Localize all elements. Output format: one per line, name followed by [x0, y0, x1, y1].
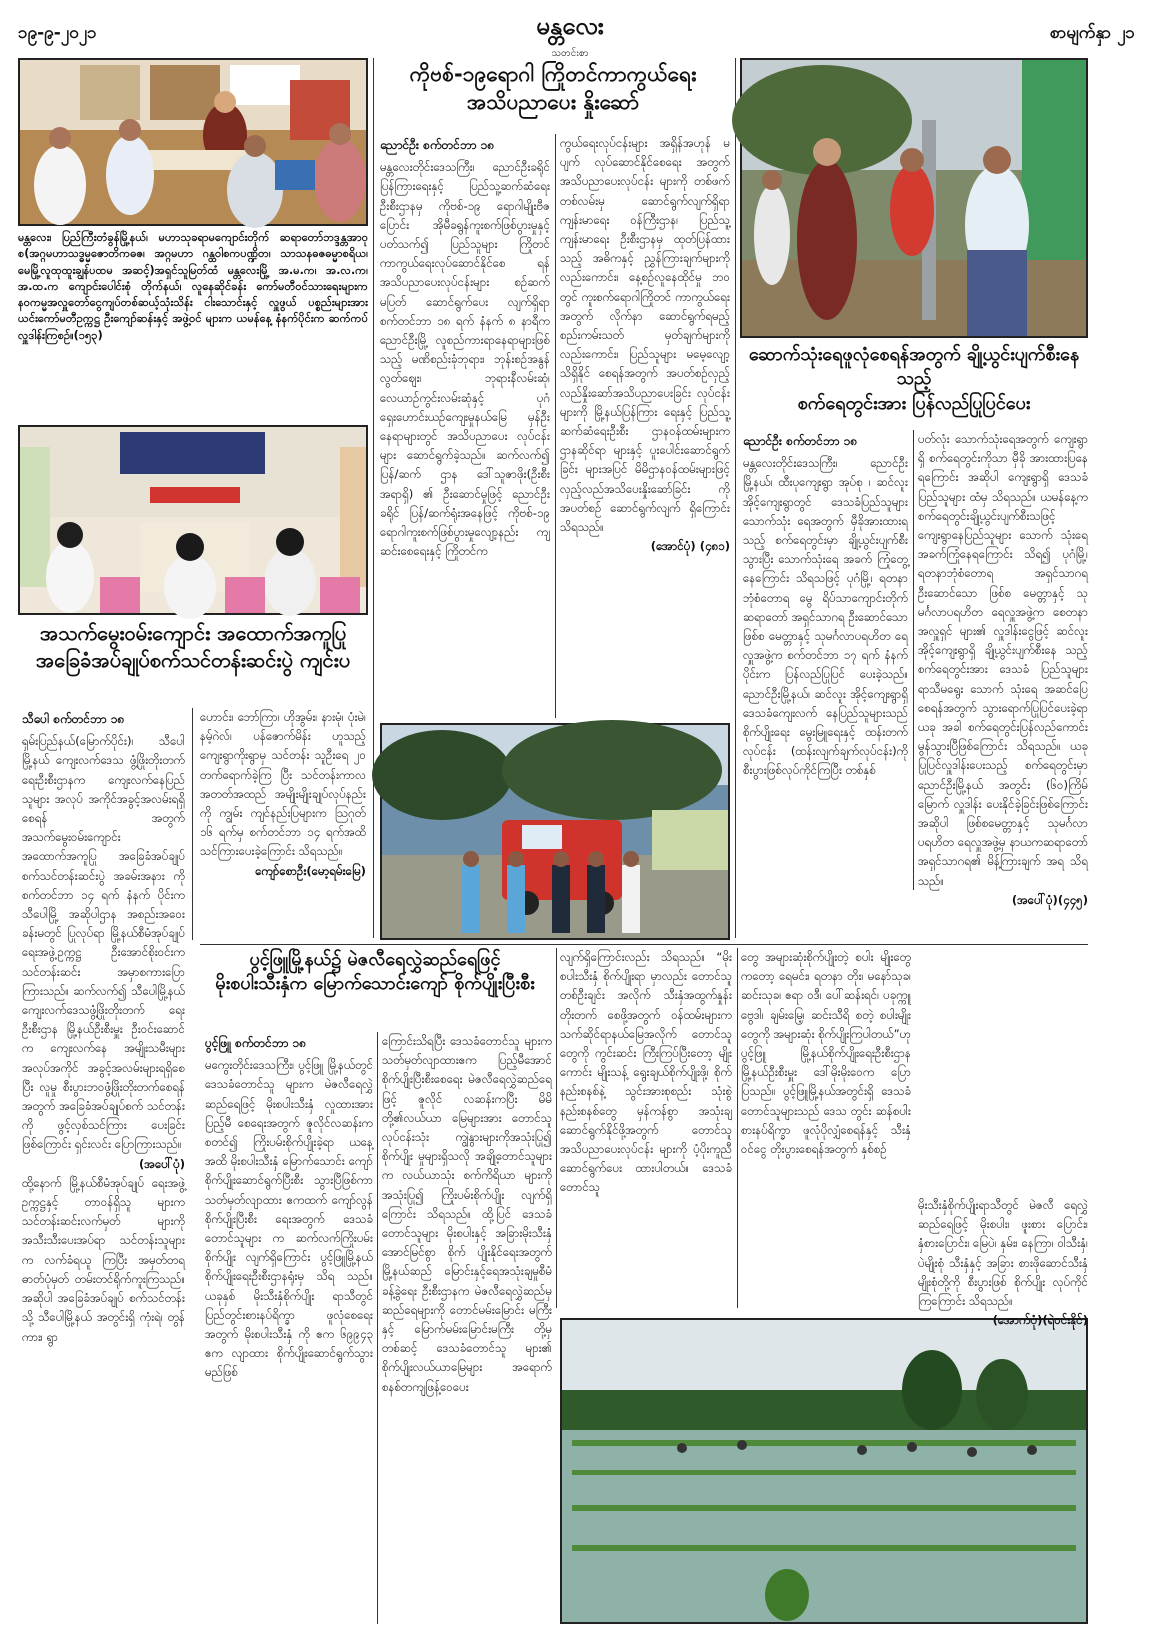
- section-divider: [200, 944, 1088, 945]
- article4-headline-line1: ပွင့်ဖြူမြို့နယ်၌ မဲဇလီရေလွှဲဆည်ရေဖြင့်: [249, 949, 501, 970]
- logo-subtitle: သတင်းစာ: [551, 48, 589, 59]
- newspaper-logo: [470, 10, 670, 58]
- photo-well-repair: [740, 58, 1088, 338]
- article3-byline: သီပေါ စက်တင်ဘာ ၁၈: [22, 712, 125, 726]
- article2-col2: [918, 430, 1088, 1310]
- article1-signature: (အောင်ပုံ) (၄၈၁): [650, 539, 730, 554]
- article4-col1-text: မကွေးတိုင်းဒေသကြီး၊ ပွင့်ဖြူ မြို့နယ်တွင် ဒေသခံတောင်သူ များက မဲဇလီရေလွှဲဆည်ရေဖြင့် မိုးစပါးသီးနှံ လှုထားအား ပြည့်မီ စေရေးအတွက် ဇူလိုင်လဆန်းက စတင်၍ ကြိုးပမ်းစိုက်ပျိုးခဲ့ရာ ယနေ့ အထိ မိုးစပါးသီးနှံ မြောက်သောင်း ကျော် စိုက်ပျိုးဆောင်ရွက်ပြီးစီး သွားပြီဖြစ်ကာ သတ်မှတ်လျာထား ဧကထက် ကျော်လွန်စိုက်ပျိုးပြီးစီး ရေးအတွက် ဒေသခံတောင်သူများ က ဆက်လက်ကြိုးပမ်းစိုက်ပျိုး လျက်ရှိကြောင်း ပွင့်ဖြူမြို့နယ် စိုက်ပျိုးရေးဦးစီးဌာနရုံးမှ သိရ သည်။ ယခုနှစ် မိုးသီးနှံစိုက်ပျိုး ရာသီတွင် ပြည်တွင်းစားနပ်ရိက္ခာ ဖူလုံစေရေးအတွက် မိုးစပါးသီးနှံ ကို ဧက ၆၉၉၄၃ ဧက လျာထား စိုက်ပျိုးဆောင်ရွက်သွားမည်ဖြစ်: [205, 1058, 373, 1380]
- article4-headline-line2: မိုးစပါးသီးနှံက မြောက်သောင်းကျော် စိုက်ပျိုးပြီးစီး: [215, 973, 535, 995]
- article4-col1: [205, 1032, 373, 1624]
- article2-headline-line1: ဆောက်သုံးရေဖူလုံစေရန်အတွက် ချို့ယွင်းပျက်စီးနေသည့်: [748, 344, 1080, 390]
- column-divider: [556, 948, 557, 1308]
- article3-headline-line1: အသက်မွေးဝမ်းကျောင်း အထောက်အကူပြု: [39, 621, 347, 645]
- article2-col1-text: မန္တလေးတိုင်းဒေသကြီး၊ ညောင်ဦးမြို့နယ်၊ ထီးပုကျေးရွာ အုပ်စု ၊ ဆင်လူးအိုင့်ကျေးရွာတွင် ဒေသခံပြည်သူများ သောက်သုံး ရေအတွက် မှီခိုအားထားရသည့် စက်ရေတွင်းမှာ ချို့ယွင်းပျက်စီး သွားပြီး သောက်သုံးရေ အခက် ကြုံတွေ့နေကြောင်း သိရသဖြင့် ပုဂံမြို့၊ ရတနာဘုံစံတောရ မွေ ရိပ်သာကျောင်းတိုက်ဆရာတော် အရှင်သာဂရ ဦးဆောင်သော ဖြစ်စ မေတ္တာနှင့် သုမင်္ဂလာပရဟိတ ရေလှူအဖွဲ့က စက်တင်ဘာ ၁၇ ရက် နံနက်ပိုင်းက ပြန်လည်ပြုပြင် ပေးခဲ့သည်။ ညောင်ဦးမြို့နယ်၊ ဆင်လူး အိုင့်ကျေးရွာရှိ ဒေသခံကျေးလက် နေပြည်သူများသည် စိုက်ပျိုးရေး မွေးမြူရေးနှင့် ထန်းတက်လုပ်ငန်း (ထန်းလျက်ချက်လုပ်ငန်း)ကို စီးပွားဖြစ်လုပ်ကိုင်ကြပြီး တစ်နှစ်: [743, 456, 908, 778]
- article1-col1: [380, 134, 550, 718]
- article3-col2-text: ဟောင်း၊ ဘော်ကြာ၊ ဟိုအွမ်း၊ နားမုံ၊ ပုံးမဲ၊ နမ့်ဂဲလ်၊ ပန်ဇောက်မိန်း ဟူသည့် ကျေးရွာကိုးရွာမှ သင်တန်း သူဦးရေ ၂၀ တက်ရောက်ခဲ့ကြ ပြီး သင်တန်းကာလ အတတ်အထည် အမျိုးမျိုးချုပ်လုပ်နည်းကို ကျွမ်း ကျင်နည်းပြများက သြဂုတ် ၁၆ ရက်မှ စက်တင်ဘာ ၁၄ ရက်အထိ သင်ကြားပေးခဲ့ကြောင်း သိရသည်။: [200, 710, 366, 859]
- article2-headline: [740, 343, 1088, 427]
- article3-col1: [22, 708, 185, 1623]
- article3-photo-ref: (အပေါ်ပုံ): [139, 1156, 185, 1171]
- photo-paddy-field: [560, 1318, 1088, 1624]
- article4-col3-text: လျက်ရှိကြောင်းလည်း သိရသည်။ “မိုးစပါးသီးနှံ စိုက်ပျိုးရာ မှာလည်း တောင်သူတစ်ဦးချင်း အလိုက် သီးနှံအထွက်နှုန်းတိုးတက် စေဖို့အတွက် ဝန်ထမ်းများက သက်ဆိုင်ရာနယ်မြေအလိုက် တောင်သူတွေကို ကွင်းဆင်း ကြီးကြပ်ပြီးတော့ မျိုးကောင်း မျိုးသန့် ရွေးချယ်စိုက်ပျိုးဖို့၊ စိုက် နည်းစနစ်နဲ့ သွင်းအားစုစည်း သုံးစွဲနည်းစနစ်တွေ မှန်ကန်စွာ အသုံးချ ဆောင်ရွက်နိုင်ဖို့အတွက် တောင်သူအသိပညာပေးလုပ်ငန်း များကို ပံ့ပိုးကူညီဆောင်ရွက်ပေး ထားပါတယ်။ ဒေသခံ တောင်သူ: [560, 950, 732, 1195]
- logo-title: မန္တလေး: [536, 11, 604, 40]
- article1-col2: [560, 134, 730, 718]
- article3-col1-text: ရှမ်းပြည်နယ်(မြောက်ပိုင်း)၊ သီပေါမြို့နယ် ကျေးလက်ဒေသ ဖွံ့ဖြိုးတိုးတက်ရေးဦးစီးဌာနက ကျေးလက်နေပြည်သူများ အလုပ် အကိုင်အခွင့်အလမ်းရရှိစေရန် အတွက် အသက်မွေးဝမ်းကျောင်း အထောက်အကူပြု အခြေခံအပ်ချုပ် စက်သင်တန်းဆင်းပွဲ အခမ်းအနား ကို စက်တင်ဘာ ၁၄ ရက် နံနက် ပိုင်းက သီပေါမြို့ အဆိုပါဌာန အစည်းအဝေးခန်းမတွင် ပြုလုပ်ရာ မြို့နယ်စီမံအုပ်ချုပ်ရေးအဖွဲ့ဥက္ကဋ္ဌ ဦးအောင်စိုးဝင်းက သင်တန်းဆင်း အမှာစကားပြောကြားသည်။ ဆက်လက်၍ သီပေါမြို့နယ် ကျေးလက်ဒေသဖွံ့ဖြိုးတိုးတက် ရေးဦးစီးဌာန မြို့နယ်ဦးစီးမှူး ဦးဝင်းဆောင်က ကျေးလက်နေ အမျိုးသမီးများ အလုပ်အကိုင် အခွင့်အလမ်းများရရှိစေပြီး လူမှု စီးပွားဘဝဖွံ့ဖြိုးတိုးတက်စေရန် အတွက် အခြေခံအပ်ချုပ်စက် သင်တန်းကို ဖွင့်လှစ်သင်ကြား ပေးခြင်းဖြစ်ကြောင်း ရှင်းလင်း ပြောကြားသည်။: [22, 734, 185, 1152]
- article2-col2-text: ပတ်လုံး သောက်သုံးရေအတွက် ကျေးရွာရှိ စက်ရေတွင်းကိုသာ မှီခို အားထားပြနေရကြောင်း အဆိုပါ ကျေးရွာရှိ ဒေသခံပြည်သူများ ထံမှ သိရသည်။ ယမန်နေ့က စက်ရေတွင်းချို့ယွင်းပျက်စီးသဖြင့် ကျေးရွာနေပြည်သူများ သောက် သုံးရေ အခက်ကြုံနေရကြောင်း သိရ၍ ပုဂံမြို့၊ ရတနာဘုံစံတောရ အရှင်သာဂရ ဦးဆောင်သော ဖြစ်စ မေတ္တာနှင့် သုမင်္ဂလာပရဟိတ ရေလှူအဖွဲ့က စေတနာအလှူရှင် များ၏ လှူဒါန်းငွေဖြင့် ဆင်လူး အိုင့်ကျေးရွာရှိ ချို့ယွင်းပျက်စီးနေ သည့် စက်ရေတွင်းအား ဒေသခံ ပြည်သူများ ရာသီမရွေး သောက် သုံးရေ အဆင်ပြေစေရန်အတွက် သွားရောက်ပြုပြင်ပေးခဲ့ရာ ယခု အခါ စက်ရေတွင်းပြန်လည်ကောင်း မွန်သွားပြီဖြစ်ကြောင်း သိရသည်။ ယခု ပြုပြင်လှူဒါန်းပေးသည့် စက်ရေတွင်းမှာ ညောင်ဦးမြို့နယ် အတွင်း (၆၀)ကြိမ်မြောက် လှူဒါန်း ပေးနိုင်ခဲ့ခြင်းဖြစ်ကြောင်း အဆိုပါ ဖြစ်စမေတ္တာနှင့် သုမင်္ဂလာပရဟိတ ရေလှူအဖွဲ့မှ နာယကဆရာတော် အရှင်သာဂရ၏ မိန့်ကြားချက် အရ သိရသည်။: [918, 432, 1088, 888]
- article3-headline: [18, 620, 368, 704]
- photo-sewing-class: [18, 425, 368, 615]
- article4-signature: (အောက်ပုံ)(ရဲဝင်းနိုင်): [992, 1313, 1088, 1328]
- article4-col5: [918, 1196, 1088, 1328]
- article1-headline-line2: အသိပညာပေး နှိုးဆော်: [466, 90, 640, 115]
- photo-monastery-donation: [18, 58, 368, 226]
- column-divider: [373, 58, 374, 938]
- column-divider: [555, 134, 556, 718]
- column-divider: [737, 948, 738, 1308]
- article4-col3: [560, 948, 732, 1308]
- article4-col2-text: ကြောင်းသိရပြီး ဒေသခံတောင်သူ များက သတ်မှတ်လျာထားဧက ပြည့်မီအောင် စိုက်ပျိုးပြီးစီးစေရေး မဲဇလီရေလွှဲဆည်ရေဖြင့် ဇူလိုင် လဆန်းကပြီး မိမိတို့၏လယ်ယာ မြေများအား တောင်သူလုပ်ငန်းသုံး ကျွဲနွားများကိုအသုံးပြု၍ စိုက်ပျိုး မှုများရှိသလို အချို့တောင်သူများ က လယ်ယာသုံး စက်ကိရိယာ များကို အသုံးပြု၍ ကြိုးပမ်းစိုက်ပျိုး လျက်ရှိကြောင်း သိရသည်။ ထို့ပြင် ဒေသခံတောင်သူများ မိုးစပါးနှင့် အခြားမိုးသီးနှံ အောင်မြင်စွာ စိုက် ပျိုးနိုင်ရေးအတွက် မြို့နယ်ဆည် မြောင်းနှင့်ရေအသုံးချမှုစီမံခန့်ခွဲရေး ဦးစီးဌာနက မဲဇလီရေလွှဲဆည်မှ ဆည်ရေများကို တောင်မမ်းမြောင်း မကြီးနှင့် မြောက်မမ်းမြောင်းမကြီး တို့မှတစ်ဆင့် ဒေသခံတောင်သူ များ၏ စိုက်ပျိုးလယ်ယာမြေများ အရောက် စနစ်တကျဖြန့်ဝေပေး: [382, 1034, 552, 1394]
- column-divider: [913, 430, 914, 890]
- photo1-caption: မန္တလေး၊ ပြည်ကြီးတံခွန်မြို့နယ်၊ မဟာသုခရာမကျောင်းတိုက် ဆရာတော်ဘဒ္ဒန္တအာဝုစ(အဂ္ဂမဟာသဒ္ဓမ္မဇောတိကဓဇ၊ အဂ္ဂမဟာ ဂန္ထဝါစကပဏ္ဍိတ၊ သာသနဓဇဓမ္မာစရိယ၊ မေမြို့လူထုထူးချွန်ပထမ အဆင့်)အရှင်သူမြတ်ထံ မန္တလေးမြို့ အ.မ.က၊ အ.လ.က၊ အ.ထ.က ကျောင်းပေါင်းစုံ တိုက်နယ်၊ လူနေဆိုင်ခန်း ကော်မတီဝင်သားရေးများက နဝကမ္မအလှူတော်ငွေကျပ်တစ်ဆယ့်သုံးသိန်း ငါးသောင်းနှင့် လှူဖွယ် ပစ္စည်းများအား ယင်းကော်မတီဥက္ကဋ္ဌ ဦးကျော်ဆန်းနှင့် အဖွဲ့ဝင် များက ယမန်နေ့ နံနက်ပိုင်းက ဆက်ကပ်လှူဒါန်းကြစဉ်။(၁၅၃): [18, 231, 368, 342]
- article1-headline-line1: ကိုဗစ်-၁၉ရောဂါ ကြိုတင်ကာကွယ်ရေး: [409, 62, 697, 86]
- article3-col1b-text: ထို့နောက် မြို့နယ်စီမံအုပ်ချုပ် ရေးအဖွဲ့ဥက္ကဋ္ဌနှင့် တာဝန်ရှိသူ များက သင်တန်းဆင်းလက်မှတ် များကို အသီးသီးပေးအပ်ရာ သင်တန်းသူများက လက်ခံရယူ ကြပြီး အမှတ်တရ ဓာတ်ပုံမှတ် တမ်းတင်ရိုက်ကူးကြသည်။ အဆိုပါ အခြေခံအပ်ချုပ် စက်သင်တန်းသို့ သီပေါမြို့နယ် အတွင်းရှိ ကုံးရဲ၊ တွန်ကား၊ ရွာ: [22, 1175, 185, 1344]
- article4-headline: [200, 948, 550, 1028]
- article4-col4: [741, 948, 911, 1308]
- article1-byline: ညောင်ဦး စက်တင်ဘာ ၁၈: [380, 138, 495, 152]
- article1-col1-text: မန္တလေးတိုင်းဒေသကြီး၊ ညောင်ဦးခရိုင် ပြန်ကြားရေးနှင့် ပြည်သူ့ဆက်ဆံရေးဦးစီးဌာနမှ ကိုဗစ်-၁၉ ရောဂါမျိုးဗီဇပြောင်း အိုမီခရွန်ကူးစက်ဖြစ်ပွားမှုနှင့် ပတ်သက်၍ ပြည်သူများ ကြိုတင် ကာကွယ်ရေးလုပ်ဆောင်နိုင်စေ ရန် အသိပညာပေးလုပ်ငန်းများ စဉ်ဆက်မပြတ် ဆောင်ရွက်ပေး လျက်ရှိရာ စက်တင်ဘာ ၁၈ ရက် နံနက် ၈ နာရီက ညောင်ဦးမြို့ လူစည်ကားရာနေရာများဖြစ်သည့် မဏိစည်းခုံဘုရား၊ ဘုန်းစဉ်အနွန် လွတ်ဈေး၊ ဘုရားနီလမ်းဆုံ၊ လေယာဉ်ကွင်းလမ်းဆုံနှင့် ပုဂံ ရှေးဟောင်းယဉ်ကျေးမှုနယ်မြေ မှန်ဦးနေရာများတွင် အသိပညာပေး လုပ်ငန်းများ ဆောင်ရွက်ခဲ့သည်။ ဆက်လက်၍ ပြန်/ဆက် ဌာန ဒေါ်သူဇာဖိုး(ဦးစီးအရာရှိ) ၏ ဦးဆောင်မှုဖြင့် ညောင်ဦးခရိုင် ပြန်/ဆက်ရုံးအနေဖြင့် ကိုဗစ်-၁၉ ရောဂါကူးစက်ဖြစ်ပွားမှုလျော့နည်း ကျဆင်းစေရေးနှင့် ကြိုတင်က: [380, 160, 550, 559]
- article2-byline: ညောင်ဦး စက်တင်ဘာ ၁၈: [743, 434, 858, 448]
- article2-headline-line2: စက်ရေတွင်းအား ပြန်လည်ပြုပြင်ပေး: [797, 392, 1031, 414]
- article4-col2: [382, 1032, 552, 1624]
- issue-date: ၁၉-၉-၂၀၂၁: [18, 23, 97, 43]
- page-number: စာမျက်နှာ ၂၁: [1049, 23, 1135, 43]
- column-divider: [735, 58, 736, 938]
- article2-signature: (အပေါ်ပုံ)(၄၄၅): [1011, 892, 1088, 907]
- article1-headline: [378, 60, 728, 132]
- column-divider: [377, 1032, 378, 1624]
- article4-byline: ပွင့်ဖြူ စက်တင်ဘာ ၁၈: [205, 1036, 307, 1050]
- column-divider: [192, 708, 193, 940]
- article3-col2: [200, 708, 366, 940]
- article3-signature: ကျော်စောဦး(မော့ရမ်းမြေ): [255, 863, 366, 878]
- article4-col5-text: မိုးသီးနှံစိုက်ပျိုးရာသီတွင် မဲဇလီ ရေလွှဲဆည်ရေဖြင့် မိုးစပါး၊ ဖူးစား ပြောင်း၊ နှံစားပြောင်း၊ မြေပဲ၊ နှမ်း၊ နေကြာ၊ ဝါသီးနှံ၊ ပဲမျိုးစုံ သီးနှံနှင့် အခြား စားဖိုဆောင်သီးနှံ မျိုးစုံတို့ကို စီးပွားဖြစ် စိုက်ပျိုး လုပ်ကိုင်ကြကြောင်း သိရသည်။: [918, 1198, 1088, 1309]
- article4-col4-text: တွေ အများဆုံးစိုက်ပျိုးတဲ့ စပါး မျိုးတွေကတော့ ရေမင်း၊ ရတနာ တိုး၊ မနော်သုခ၊ ဆင်းသုခ၊ ဧရာ ဝဒီ၊ ပေါ်ဆန်းရင်၊ ပခုက္ကူ ဗွေဒါ၊ ချမ်းမြေ့၊ ဆင်းသီရိ စတဲ့ စပါးမျိုးတွေကို အများဆုံး စိုက်ပျိုးကြပါတယ်”ဟု ပွင့်ဖြူ မြို့နယ်စိုက်ပျိုးရေးဦးစီးဌာန မြို့နယ်ဦးစီးမှူး ဒေါ်မိုးမိုးဝေက ပြောပြသည်။ ပွင့်ဖြူမြို့နယ်အတွင်းရှိ ဒေသခံတောင်သူများသည် ဒေသ တွင်း ဆန်စပါး စားနပ်ရိက္ခာ ဖူလုံပိုလျှံစေရန်နှင့် သီးနှံဝင်ငွေ တိုးပွားစေရန်အတွက် နှစ်စဉ်: [741, 950, 911, 1157]
- article1-col2-text: ကွယ်ရေးလုပ်ငန်းများ အရှိန်အဟုန် မပျက် လုပ်ဆောင်နိုင်စေရေး အတွက် အသိပညာပေးလုပ်ငန်း များကို တစ်ဖက်တစ်လမ်းမှ ဆောင်ရွက်လျက်ရှိရာ ကျန်းမာရေး ဝန်ကြီးဌာန၊ ပြည်သူ့ကျန်းမာရေး ဦးစီးဌာနမှ ထုတ်ပြန်ထားသည့် အဓိကနှင့် ညွှန်ကြားချက်များကို လည်းကောင်း၊ နေ့စဉ်လူနေထိုင်မှု ဘဝတွင် ကူးစက်ရောဂါကြိုတင် ကာကွယ်ရေးအတွက် လိုက်နာ ဆောင်ရွက်ရမည့် စည်းကမ်းသတ် မှတ်ချက်များကိုလည်းကောင်း၊ ပြည်သူများ မမေ့လျော့ သိရှိနိုင် စေရန်အတွက် အပတ်စဉ်လှည့် လည်နှိုးဆော်အသိပညာပေးခြင်း လုပ်ငန်းများကို မြို့နယ်ပြန်ကြား ရေးနှင့် ပြည်သူ့ဆက်ဆံရေးဦးစီး ဌာနဝန်ထမ်းများက ဌာနဆိုင်ရာ များနှင့် ပူးပေါင်းဆောင်ရွက်ခြင်း များအပြင် မိမိဌာနဝန်ထမ်းများဖြင့် လှည့်လည်အသိပေးနှိုးဆော်ခြင်း ကို အပတ်စဉ် ဆောင်ရွက်လျက် ရှိကြောင်း သိရသည်။: [560, 136, 730, 535]
- article2-col1: [743, 430, 908, 890]
- article3-headline-line2: အခြေခံအပ်ချုပ်စက်သင်တန်းဆင်းပွဲ ကျင်းပ: [35, 648, 351, 672]
- photo-awareness-truck: [380, 723, 730, 940]
